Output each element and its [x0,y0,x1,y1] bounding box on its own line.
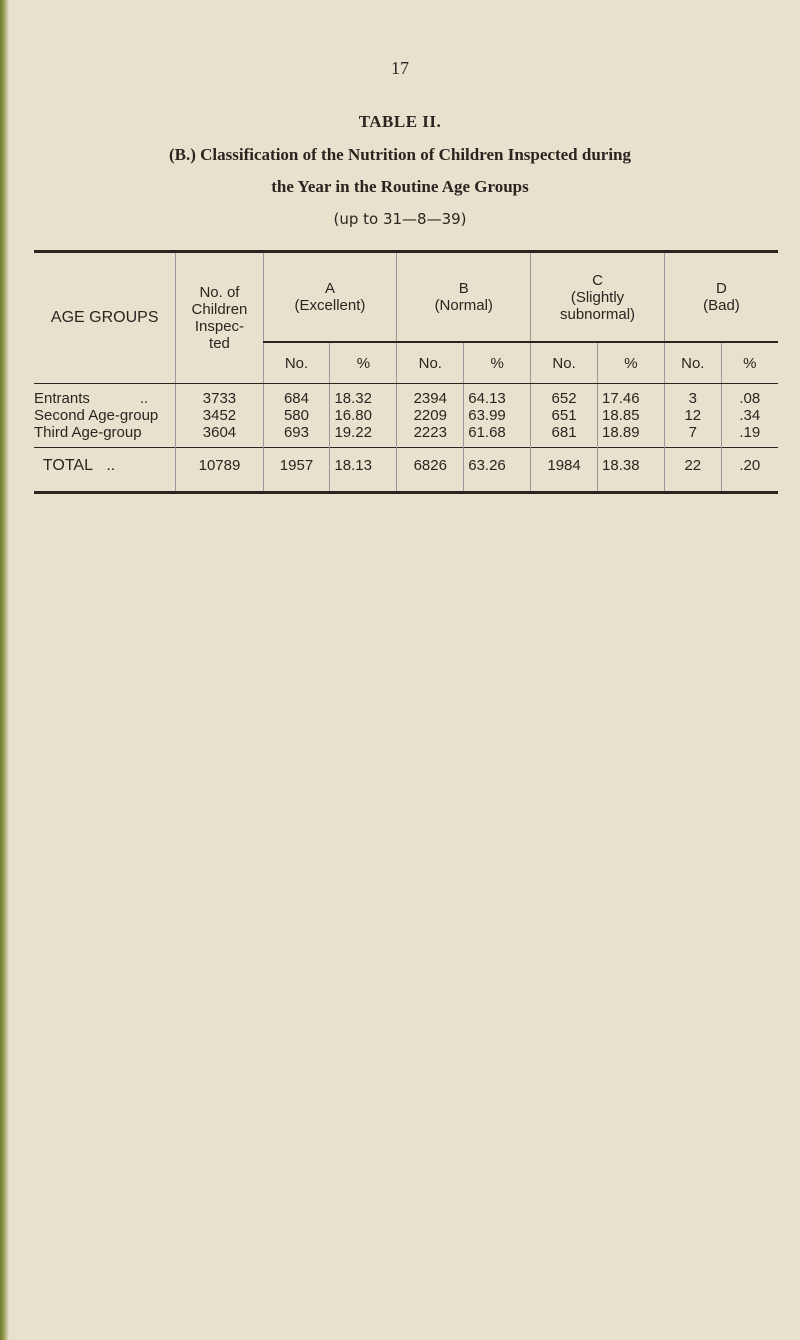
row-label-text: Second Age-group [34,407,159,424]
a-no-cell: 684 [263,384,330,408]
page-edge [0,0,9,1340]
total-c-pct: 18.38 [598,448,665,493]
children-header-line: ted [209,335,230,352]
b-no-cell: 2223 [397,424,464,448]
a-pct-header: % [330,342,397,384]
row-label-text: Entrants [34,390,90,407]
b-pct-cell: 64.13 [464,384,531,408]
group-b-desc: (Normal) [434,297,493,314]
d-no-cell: 12 [664,407,721,424]
b-no-cell: 2394 [397,384,464,408]
row-label [34,407,176,424]
a-no-cell: 693 [263,424,330,448]
group-b-header [397,252,531,343]
group-c-desc: (Slightly [570,288,625,306]
table-title: TABLE II. [358,112,442,131]
c-no-cell: 652 [531,384,598,408]
a-pct-cell: 16.80 [330,407,397,424]
a-no-cell: 580 [263,407,330,424]
d-pct-cell: .08 [721,384,778,408]
children-header-line: No. of [199,284,240,301]
a-pct-cell: 18.32 [330,384,397,408]
c-no-cell: 681 [531,424,598,448]
row-label-text: Third Age-group [34,424,142,441]
table-row [34,384,778,408]
nutrition-table [34,250,778,494]
total-label-text: TOTAL [42,457,93,474]
total-d-no: 22 [664,448,721,493]
total-d-pct: .20 [721,448,778,493]
b-pct-header: % [464,342,531,384]
group-c-letter: C [592,271,603,289]
b-pct-cell: 61.68 [464,424,531,448]
table-subtitle-line1: (B.) Classification of the Nutrition of Children Inspected during [168,145,631,164]
total-b-pct: 63.26 [464,448,531,493]
leader-dots: .. [106,457,116,474]
d-pct-header: % [721,342,778,384]
total-a-no: 1957 [263,448,330,493]
page-number: 17 [391,58,409,78]
total-children: 10789 [176,448,263,493]
row-label [34,384,176,408]
a-no-header: No. [263,342,330,384]
table-row [34,407,778,424]
b-no-cell: 2209 [397,407,464,424]
c-no-cell: 651 [531,407,598,424]
c-pct-cell: 17.46 [598,384,665,408]
d-pct-cell: .34 [721,407,778,424]
d-no-cell: 7 [664,424,721,448]
d-pct-cell: .19 [721,424,778,448]
total-label [34,448,176,493]
group-c-desc2: subnormal) [560,305,636,323]
total-a-pct: 18.13 [330,448,397,493]
a-pct-cell: 19.22 [330,424,397,448]
d-no-header: No. [664,342,721,384]
table-date-range: (up to 31—8—39) [333,210,467,228]
group-d-header [664,252,778,343]
children-header-line: Inspec- [194,318,245,335]
total-b-no: 6826 [397,448,464,493]
d-no-cell: 3 [664,384,721,408]
total-c-no: 1984 [531,448,598,493]
group-c-header [531,252,665,343]
group-d-desc: (Bad) [703,297,740,314]
children-count: 3733 [176,384,263,408]
row-label [34,424,176,448]
children-header-line: Children [191,301,248,318]
b-no-header: No. [397,342,464,384]
total-row [34,448,778,493]
group-d-letter: D [716,280,727,297]
group-a-header [263,252,397,343]
age-groups-header: AGE GROUPS [34,252,176,384]
group-a-letter: A [324,280,335,297]
leader-dots: .. [139,390,149,407]
c-pct-cell: 18.85 [598,407,665,424]
c-pct-header: % [598,342,665,384]
group-b-letter: B [458,280,469,297]
children-count: 3604 [176,424,263,448]
children-count: 3452 [176,407,263,424]
children-inspected-header [176,252,263,384]
group-a-desc: (Excellent) [294,297,366,314]
c-pct-cell: 18.89 [598,424,665,448]
b-pct-cell: 63.99 [464,407,531,424]
table-subtitle-line2: the Year in the Routine Age Groups [271,177,529,196]
table-row [34,424,778,448]
c-no-header: No. [531,342,598,384]
